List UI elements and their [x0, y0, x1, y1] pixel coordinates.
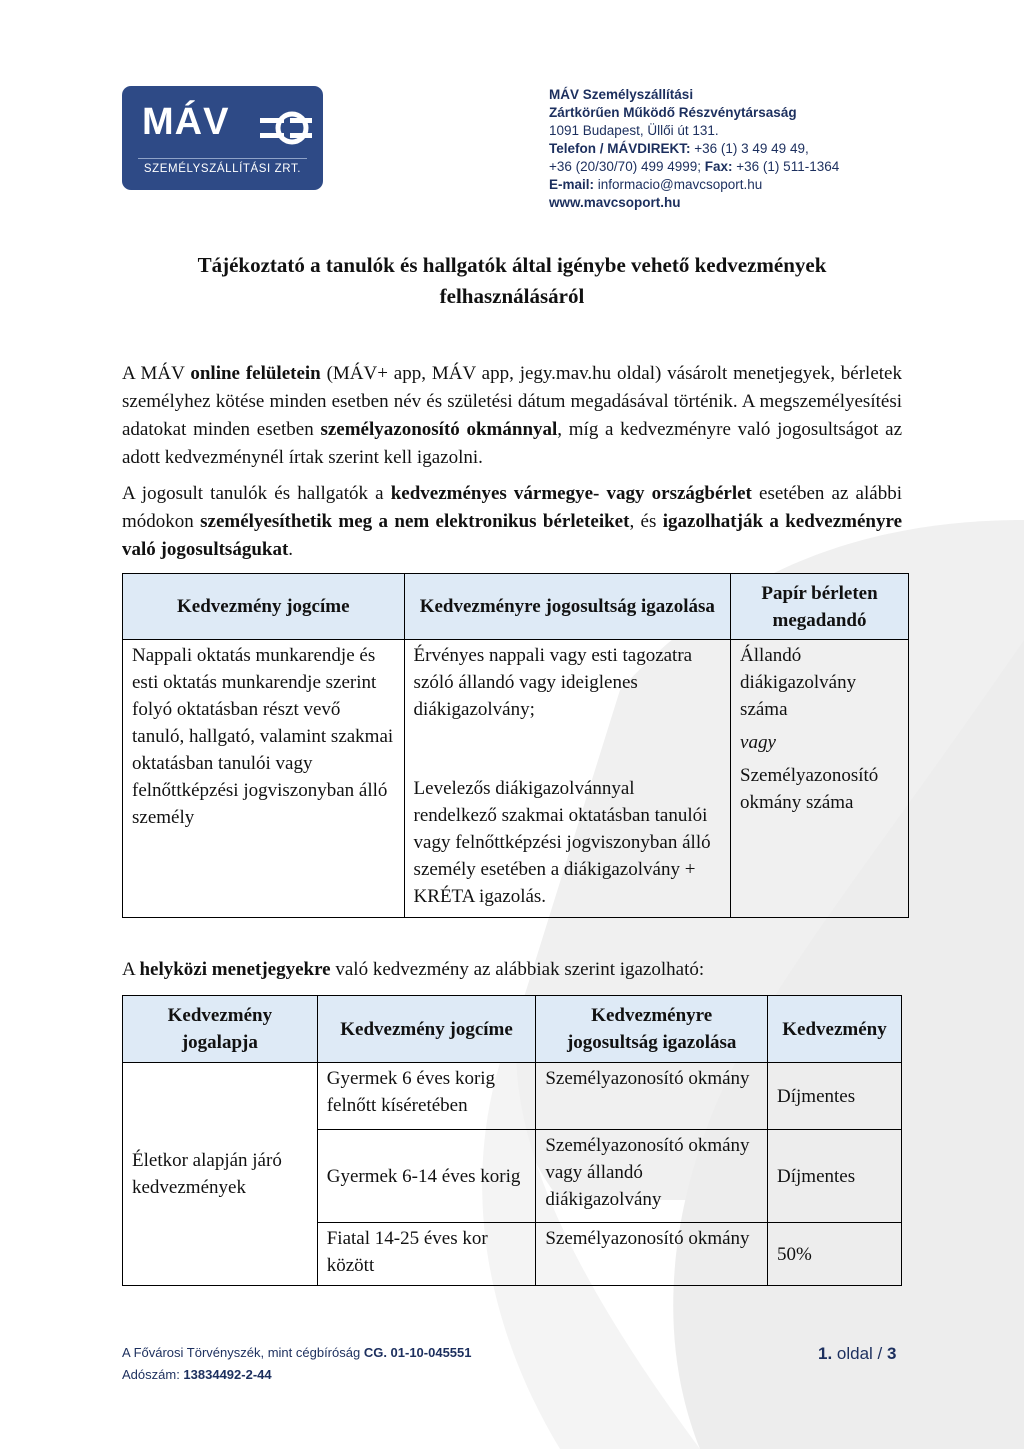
intercity-paragraph: A helyközi menetjegyekre való kedvezmény az alábbiak szerint igazolható: — [122, 959, 705, 980]
table-header-cell: Papír bérleten megadandó — [731, 574, 909, 640]
tax-number: Adószám: 13834492-2-44 — [122, 1367, 272, 1382]
company-name-line2: Zártkörűen Működő Részvénytársaság — [549, 105, 797, 120]
table-header-row — [123, 574, 909, 640]
table-header-cell: Kedvezményre jogosultság igazolása — [404, 574, 731, 640]
company-name-line1: MÁV Személyszállítási — [549, 87, 694, 102]
table-cell: Állandó diákigazolvány száma vagy Személyazonosító okmány száma — [731, 640, 909, 918]
company-website[interactable]: www.mavcsoport.hu — [549, 195, 681, 210]
company-address: 1091 Budapest, Üllői út 131. — [549, 123, 719, 138]
table-cell: Érvényes nappali vagy esti tagozatra szóló állandó vagy ideiglenes diákigazolvány; Levelezős diákigazolvánnyal rendelkező szakmai oktatásban tanulói vagy felnőttképzési jogviszonyban álló személy esetében a diákigazolvány + KRÉTA igazolás. — [404, 640, 731, 918]
table-cell: Gyermek 6 éves korig felnőtt kíséretében — [317, 1063, 536, 1130]
table-header-row — [123, 996, 902, 1063]
company-phone: Telefon / MÁVDIREKT: +36 (1) 3 49 49 49, — [549, 141, 809, 156]
table-header-cell: Kedvezmény jogcíme — [317, 996, 536, 1063]
logo-divider — [138, 158, 307, 159]
pass-discount-table — [122, 573, 909, 918]
mav-logo — [122, 86, 323, 190]
ticket-discount-table — [122, 995, 902, 1286]
table-cell: Személyazonosító okmány — [536, 1063, 768, 1130]
logo-word: MÁV — [142, 101, 230, 143]
table-cell: Életkor alapján járó kedvezmények — [123, 1063, 318, 1286]
table-row — [123, 640, 909, 918]
logo-subtitle: SZEMÉLYSZÁLLÍTÁSI ZRT. — [143, 163, 302, 175]
table-cell: Gyermek 6-14 éves korig — [317, 1130, 536, 1223]
table-header-cell: Kedvezmény — [768, 996, 902, 1063]
company-email[interactable]: E-mail: informacio@mavcsoport.hu — [549, 177, 763, 192]
table-header-cell: Kedvezmény jogcíme — [123, 574, 405, 640]
footer-registration — [122, 1342, 472, 1386]
table-cell: 50% — [768, 1223, 902, 1286]
students-paragraph: A jogosult tanulók és hallgatók a kedvezményes vármegye- vagy országbérlet esetében az alábbi módokon személyesíthetik meg a nem elektronikus bérleteiket, és igazolhatják a kedvezményre való jogosultságukat. — [122, 483, 903, 560]
table-header-cell: Kedvezményre jogosultság igazolása — [536, 996, 768, 1063]
company-phone-fax: +36 (20/30/70) 499 4999; Fax: +36 (1) 511-1364 — [549, 159, 840, 174]
table-cell: Fiatal 14-25 éves kor között — [317, 1223, 536, 1286]
table-row — [123, 1063, 902, 1130]
mav-train-symbol-icon — [260, 108, 312, 148]
document-title: Tájékoztató a tanulók és hallgatók által igénybe vehető kedvezmények felhasználásáról — [197, 253, 827, 308]
table-cell: Díjmentes — [768, 1063, 902, 1130]
court-registration: A Fővárosi Törvényszék, mint cégbíróság CG. 01-10-045551 — [122, 1345, 472, 1360]
company-info — [549, 86, 969, 212]
table-cell: Nappali oktatás munkarendje és esti oktatás munkarendje szerint folyó oktatásban részt vevő tanuló, hallgató, valamint szakmai oktatásban tanulói vagy felnőttképzési jogviszonyban álló személy — [123, 640, 405, 918]
table-header-cell: Kedvezmény jogalapja — [123, 996, 318, 1063]
table-cell: Személyazonosító okmány — [536, 1223, 768, 1286]
table-cell: Személyazonosító okmány vagy állandó diákigazolvány — [536, 1130, 768, 1223]
page-number: 1. oldal / 3 — [818, 1344, 897, 1363]
intro-paragraph: A MÁV online felületein (MÁV+ app, MÁV app, jegy.mav.hu oldal) vásárolt menetjegyek, bérletek személyhez kötése minden esetben név és születési dátum megadásával történik. A megszemélyesítési adatokat minden esetben személyazonosító okmánnyal, míg a kedvezményre való jogosultságot az adott kedvezménynél írtak szerint kell igazolni. — [122, 363, 902, 468]
table-cell: Díjmentes — [768, 1130, 902, 1223]
